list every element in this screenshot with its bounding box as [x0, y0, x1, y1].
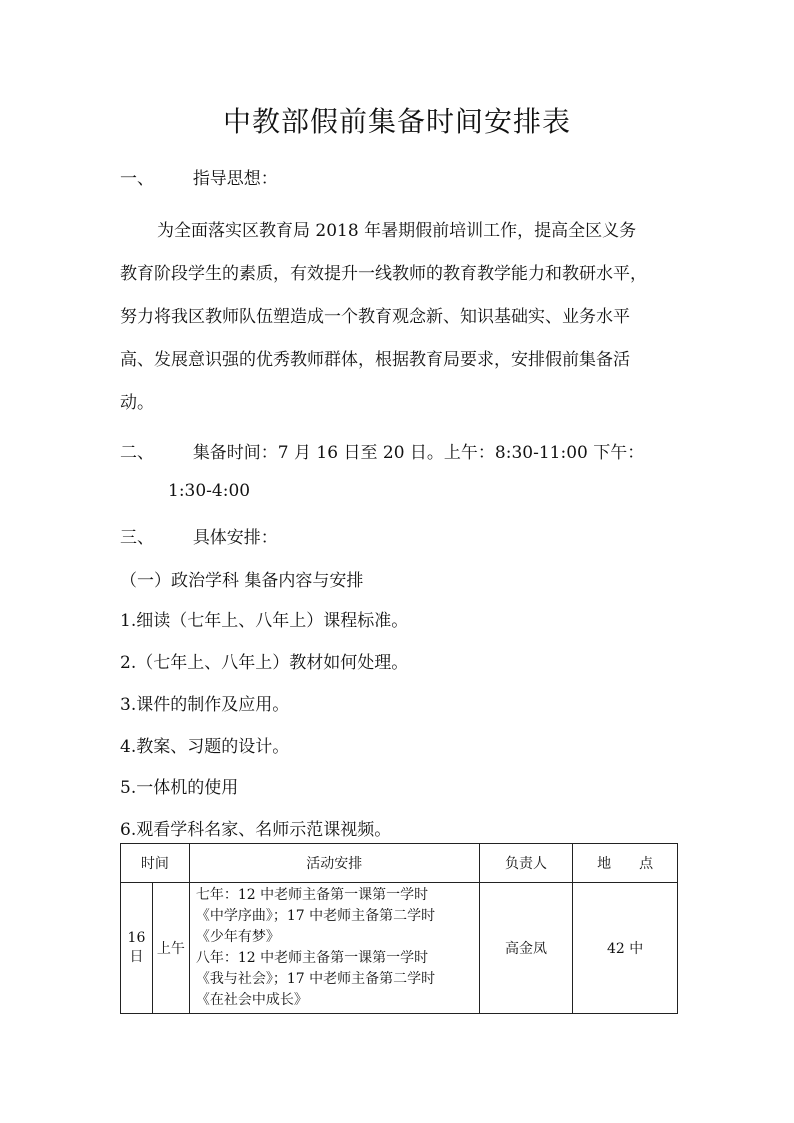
cell-activity [189, 883, 479, 1014]
section-3-heading [120, 523, 278, 548]
section-3-number: 三、 [120, 528, 154, 548]
activity-line: 《少年有梦》 [195, 929, 280, 945]
section-2-text: 集备时间：7 月 16 日至 20 日。上午：8:30-11:00 下午： [192, 443, 645, 463]
header-time: 时间 [121, 844, 190, 883]
cell-period: 上午 [152, 883, 189, 1014]
cell-place: 42 中 [573, 883, 678, 1014]
paragraph-line: 动。 [120, 393, 154, 413]
cell-day: 16 日 [121, 883, 153, 1014]
section-1-number: 一、 [120, 169, 154, 189]
list-item: 2.（七年上、八年上）教材如何处理。 [120, 653, 409, 673]
header-place: 地 点 [573, 844, 678, 883]
section-2-heading [120, 438, 644, 463]
guiding-paragraph [120, 210, 647, 425]
table-row [121, 883, 678, 1014]
subsection-heading: （一）政治学科 集备内容与安排 [120, 571, 364, 591]
list-item: 5.一体机的使用 [120, 778, 239, 798]
paragraph-line: 为全面落实区教育局 2018 年暑期假前培训工作，提高全区义务 [157, 221, 637, 241]
section-1-heading [120, 164, 278, 189]
document-title: 中教部假前集备时间安排表 [222, 105, 571, 138]
activity-line: 七年：12 中老师主备第一课第一学时 [195, 887, 429, 903]
paragraph-line: 高、发展意识强的优秀教师群体，根据教育局要求，安排假前集备活 [120, 350, 630, 370]
header-activity: 活动安排 [189, 844, 479, 883]
activity-line: 《在社会中成长》 [195, 992, 308, 1008]
activity-line: 《我与社会》；17 中老师主备第二学时 [195, 971, 436, 987]
header-person: 负责人 [479, 844, 573, 883]
list-item: 6.观看学科名家、名师示范课视频。 [120, 820, 392, 840]
section-2-number: 二、 [120, 443, 154, 463]
paragraph-line: 努力将我区教师队伍塑造成一个教育观念新、知识基础实、业务水平 [120, 307, 630, 327]
paragraph-line: 教育阶段学生的素质，有效提升一线教师的教育教学能力和教研水平， [120, 264, 647, 284]
section-1-label: 指导思想： [192, 169, 278, 189]
schedule-table [120, 843, 678, 1014]
section-3-label: 具体安排： [192, 528, 278, 548]
cell-person: 高金凤 [479, 883, 573, 1014]
activity-line: 八年：12 中老师主备第一课第一学时 [195, 950, 429, 966]
section-2-continuation: 1:30-4:00 [168, 481, 251, 501]
list-item: 1.细读（七年上、八年上）课程标准。 [120, 611, 409, 631]
activity-line: 《中学序曲》；17 中老师主备第二学时 [195, 908, 436, 924]
table-header-row [121, 844, 678, 883]
list-item: 3.课件的制作及应用。 [120, 695, 290, 715]
list-item: 4.教案、习题的设计。 [120, 737, 290, 757]
